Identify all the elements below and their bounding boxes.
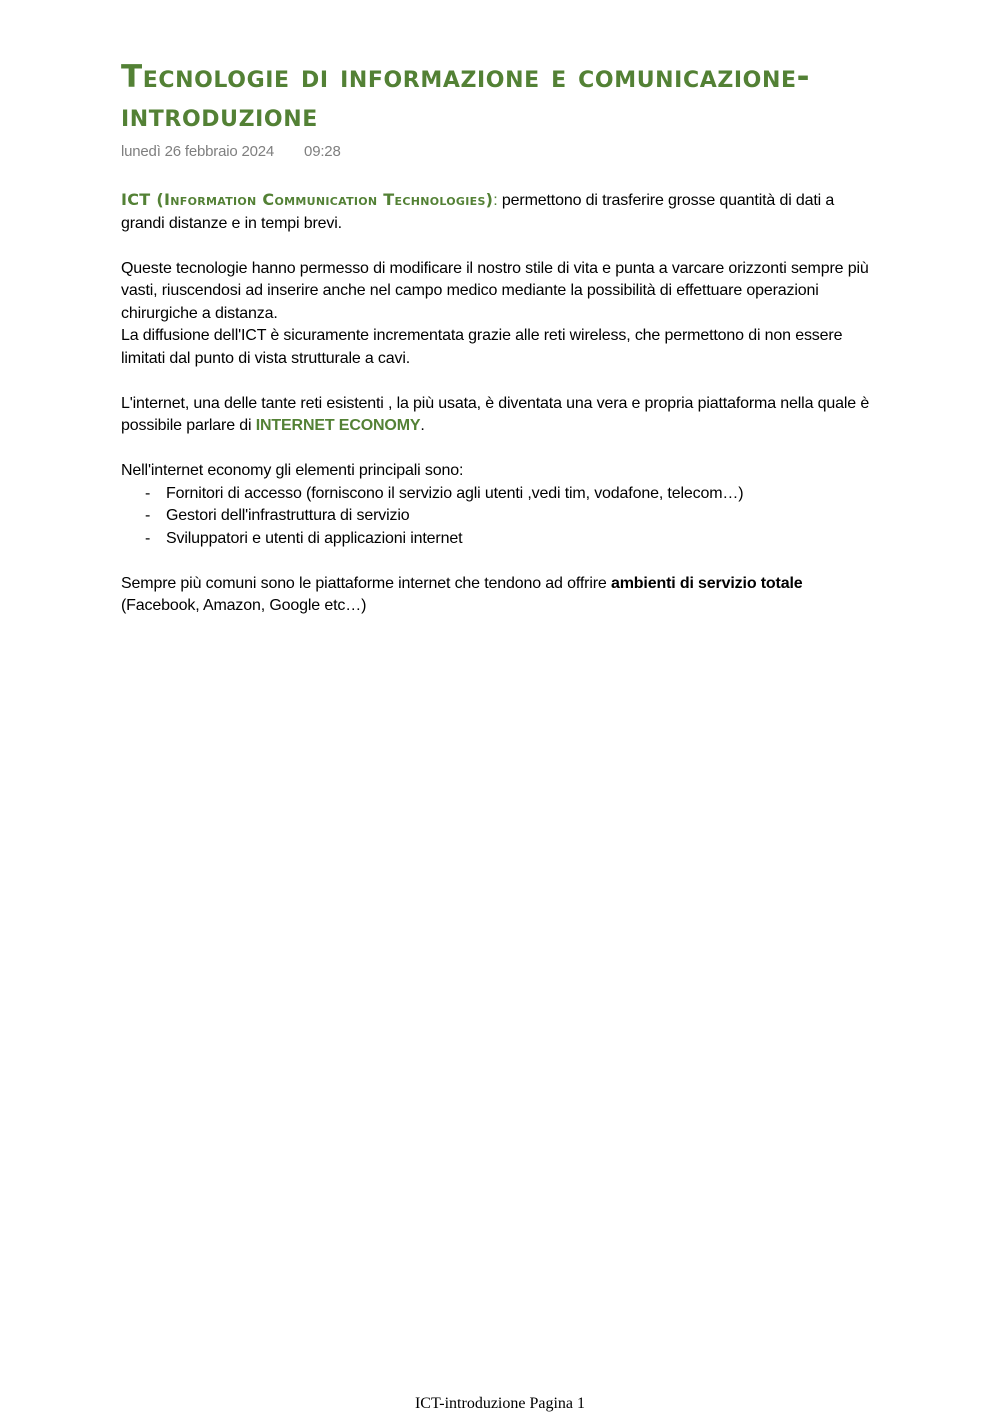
ict-definition-text: permettono di trasferire grosse quantità di dati a grandi distanze e in tempi brevi.: [121, 192, 835, 232]
paragraph-spacer: [121, 550, 881, 573]
list-bullet: -: [145, 507, 151, 524]
internet-text: L'internet, una delle tante reti esistenti , la più usata, è diventata una vera e propria piattaforma nella quale è possibile parlare di: [121, 394, 870, 434]
page-footer: ICT-introduzione Pagina 1: [414, 1395, 586, 1412]
list-item-text: Sviluppatori e utenti di applicazioni internet: [166, 529, 463, 547]
list-item: [145, 528, 881, 551]
ict-definition-paragraph: [121, 189, 881, 235]
paragraph-spacer: [121, 235, 881, 258]
internet-paragraph: [121, 393, 881, 438]
internet-economy-highlight: INTERNET ECONOMY: [255, 417, 421, 434]
paragraph-spacer: [121, 438, 881, 461]
list-item: [145, 483, 881, 506]
internet-text-end: .: [420, 417, 425, 434]
ict-heading-colon: :: [493, 192, 498, 209]
note-body: [121, 189, 881, 618]
note-timestamp: [121, 142, 341, 162]
note-date: lunedì 26 febbraio 2024: [121, 143, 275, 160]
platforms-text: Sempre più comuni sono le piattaforme internet che tendono ad offrire: [121, 574, 611, 592]
paragraph-spacer: [121, 370, 881, 393]
economy-intro: Nell'internet economy gli elementi principali sono:: [121, 462, 464, 479]
total-service-highlight: ambienti di servizio totale: [610, 574, 803, 592]
list-item-text: Gestori dell'infrastruttura di servizio: [166, 507, 410, 524]
platforms-paragraph: [121, 573, 881, 618]
list-item: [145, 505, 881, 528]
page-title: Tecnologie di informazione e comunicazione-introduzione: [121, 59, 811, 134]
lifestyle-paragraph: Queste tecnologie hanno permesso di modificare il nostro stile di vita e punta a varcare orizzonti sempre più vasti, riuscendosi ad inserire anche nel campo medico mediante la possibilità di effettuare operazioni chirurgiche a distanza.: [121, 259, 869, 322]
economy-elements-list: [121, 483, 881, 551]
list-item-text: Fornitori di accesso (forniscono il servizio agli utenti ,vedi tim, vodafone, telecom…): [166, 484, 744, 502]
note-time: 09:28: [304, 143, 341, 160]
ict-heading: ICT (Information Communication Technologies): [121, 190, 494, 209]
wireless-paragraph: La diffusione dell'ICT è sicuramente incrementata grazie alle reti wireless, che permettono di non essere limitati dal punto di vista strutturale a cavi.: [121, 327, 843, 367]
list-bullet: -: [145, 484, 151, 502]
list-bullet: -: [145, 529, 151, 547]
platforms-text-end: (Facebook, Amazon, Google etc…): [121, 597, 367, 614]
